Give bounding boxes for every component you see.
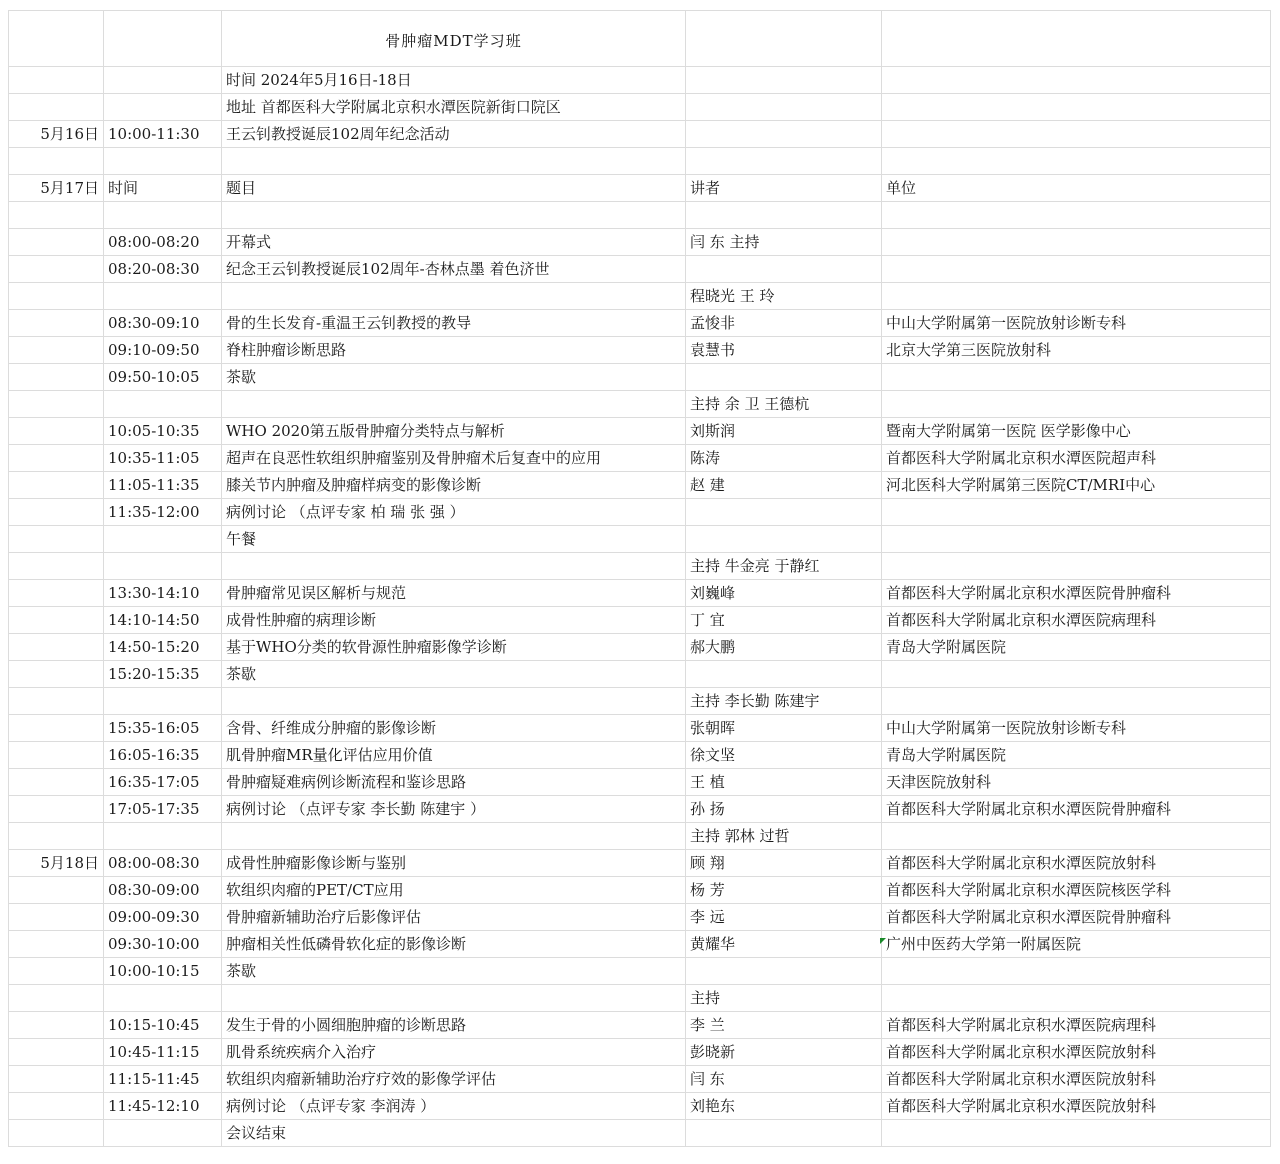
- cell[interactable]: [882, 11, 1271, 67]
- cell[interactable]: [686, 67, 882, 94]
- cell[interactable]: [686, 11, 882, 67]
- table-row: [9, 148, 1271, 175]
- speaker-cell[interactable]: 郝大鹏: [686, 634, 882, 661]
- topic-cell[interactable]: 骨肿瘤疑难病例诊断流程和鉴诊思路: [222, 769, 686, 796]
- time-cell[interactable]: 11:35-12:00: [104, 499, 222, 526]
- date-cell[interactable]: [9, 418, 104, 445]
- date-cell[interactable]: [9, 364, 104, 391]
- date-cell[interactable]: [9, 877, 104, 904]
- speaker-cell[interactable]: 黄耀华: [686, 931, 882, 958]
- table-row: [9, 526, 1271, 553]
- topic-cell[interactable]: 膝关节内肿瘤及肿瘤样病变的影像诊断: [222, 472, 686, 499]
- unit-cell[interactable]: [882, 526, 1271, 553]
- date-cell[interactable]: [9, 202, 104, 229]
- table-row: [9, 1120, 1271, 1147]
- topic-cell[interactable]: 骨肿瘤新辅助治疗后影像评估: [222, 904, 686, 931]
- cell[interactable]: [686, 94, 882, 121]
- time-cell[interactable]: 10:35-11:05: [104, 445, 222, 472]
- topic-cell[interactable]: 病例讨论 （点评专家 柏 瑞 张 强 ）: [222, 499, 686, 526]
- time-cell[interactable]: [104, 283, 222, 310]
- date-cell[interactable]: [9, 283, 104, 310]
- topic-cell[interactable]: 成骨性肿瘤影像诊断与鉴别: [222, 850, 686, 877]
- event-address-cell[interactable]: 地址 首都医科大学附属北京积水潭医院新街口院区: [222, 94, 686, 121]
- date-cell[interactable]: [9, 472, 104, 499]
- cell[interactable]: [9, 11, 104, 67]
- table-row: [9, 580, 1271, 607]
- date-cell[interactable]: [9, 985, 104, 1012]
- date-cell[interactable]: [9, 634, 104, 661]
- time-cell[interactable]: 08:00-08:30: [104, 850, 222, 877]
- time-cell[interactable]: 11:05-11:35: [104, 472, 222, 499]
- topic-cell[interactable]: WHO 2020第五版骨肿瘤分类特点与解析: [222, 418, 686, 445]
- unit-cell[interactable]: [882, 823, 1271, 850]
- table-row: [9, 931, 1271, 958]
- table-row: [9, 553, 1271, 580]
- date-cell[interactable]: [9, 229, 104, 256]
- topic-cell[interactable]: 软组织肉瘤新辅助治疗疗效的影像学评估: [222, 1066, 686, 1093]
- speaker-cell[interactable]: 主持: [686, 985, 882, 1012]
- time-cell[interactable]: [104, 391, 222, 418]
- date-cell[interactable]: [9, 1039, 104, 1066]
- schedule-sheet: [8, 10, 1270, 1156]
- time-cell[interactable]: 13:30-14:10: [104, 580, 222, 607]
- time-cell[interactable]: [104, 148, 222, 175]
- unit-cell[interactable]: 首都医科大学附属北京积水潭医院骨肿瘤科: [882, 580, 1271, 607]
- unit-cell[interactable]: [882, 553, 1271, 580]
- unit-cell[interactable]: 北京大学第三医院放射科: [882, 337, 1271, 364]
- unit-cell[interactable]: [882, 985, 1271, 1012]
- date-cell[interactable]: [9, 661, 104, 688]
- topic-cell[interactable]: 题目: [222, 175, 686, 202]
- date-cell[interactable]: [9, 580, 104, 607]
- speaker-cell[interactable]: [686, 202, 882, 229]
- speaker-cell[interactable]: 李 远: [686, 904, 882, 931]
- time-cell[interactable]: 08:20-08:30: [104, 256, 222, 283]
- topic-cell[interactable]: 超声在良恶性软组织肿瘤鉴别及骨肿瘤术后复查中的应用: [222, 445, 686, 472]
- speaker-cell[interactable]: 顾 翔: [686, 850, 882, 877]
- time-cell[interactable]: 16:35-17:05: [104, 769, 222, 796]
- table-row: [9, 850, 1271, 877]
- topic-cell[interactable]: [222, 553, 686, 580]
- table-row: [9, 1012, 1271, 1039]
- topic-cell[interactable]: 成骨性肿瘤的病理诊断: [222, 607, 686, 634]
- table-row: [9, 715, 1271, 742]
- time-cell[interactable]: 15:35-16:05: [104, 715, 222, 742]
- table-row: [9, 175, 1271, 202]
- table-row: [9, 904, 1271, 931]
- speaker-cell[interactable]: 主持 牛金亮 于静红: [686, 553, 882, 580]
- time-cell[interactable]: 11:15-11:45: [104, 1066, 222, 1093]
- speaker-cell[interactable]: 袁慧书: [686, 337, 882, 364]
- speaker-cell[interactable]: [686, 526, 882, 553]
- speaker-cell[interactable]: 闫 东 主持: [686, 229, 882, 256]
- date-cell[interactable]: [9, 688, 104, 715]
- speaker-cell[interactable]: [686, 256, 882, 283]
- unit-cell[interactable]: [882, 499, 1271, 526]
- speaker-cell[interactable]: 徐文坚: [686, 742, 882, 769]
- unit-cell[interactable]: 中山大学附属第一医院放射诊断专科: [882, 310, 1271, 337]
- speaker-cell[interactable]: 李 兰: [686, 1012, 882, 1039]
- date-cell[interactable]: [9, 256, 104, 283]
- info-row: [9, 67, 1271, 94]
- speaker-cell[interactable]: 赵 建: [686, 472, 882, 499]
- table-row: [9, 337, 1271, 364]
- topic-cell[interactable]: 基于WHO分类的软骨源性肿瘤影像学诊断: [222, 634, 686, 661]
- time-cell[interactable]: 09:10-09:50: [104, 337, 222, 364]
- date-cell[interactable]: [9, 769, 104, 796]
- unit-cell[interactable]: 首都医科大学附属北京积水潭医院病理科: [882, 1012, 1271, 1039]
- time-cell[interactable]: 09:00-09:30: [104, 904, 222, 931]
- speaker-cell[interactable]: 孟悛非: [686, 310, 882, 337]
- date-cell[interactable]: [9, 310, 104, 337]
- speaker-cell[interactable]: 刘斯润: [686, 418, 882, 445]
- date-cell[interactable]: [9, 823, 104, 850]
- table-row: [9, 958, 1271, 985]
- date-cell[interactable]: [9, 958, 104, 985]
- table-row: [9, 445, 1271, 472]
- event-time-cell[interactable]: 时间 2024年5月16日-18日: [222, 67, 686, 94]
- speaker-cell[interactable]: 闫 东: [686, 1066, 882, 1093]
- date-cell[interactable]: [9, 499, 104, 526]
- date-cell[interactable]: [9, 715, 104, 742]
- unit-cell[interactable]: [882, 229, 1271, 256]
- topic-cell[interactable]: 软组织肉瘤的PET/CT应用: [222, 877, 686, 904]
- unit-cell[interactable]: 天津医院放射科: [882, 769, 1271, 796]
- speaker-cell[interactable]: 主持 李长勤 陈建宇: [686, 688, 882, 715]
- time-cell[interactable]: 10:00-11:30: [104, 121, 222, 148]
- comment-indicator-icon: [880, 938, 886, 944]
- cell[interactable]: [104, 11, 222, 67]
- speaker-cell[interactable]: 丁 宜: [686, 607, 882, 634]
- unit-cell[interactable]: 首都医科大学附属北京积水潭医院骨肿瘤科: [882, 904, 1271, 931]
- speaker-cell[interactable]: [686, 364, 882, 391]
- time-cell[interactable]: 10:15-10:45: [104, 1012, 222, 1039]
- date-cell[interactable]: 5月17日: [9, 175, 104, 202]
- unit-cell[interactable]: 中山大学附属第一医院放射诊断专科: [882, 715, 1271, 742]
- topic-cell[interactable]: 病例讨论 （点评专家 李长勤 陈建宇 ）: [222, 796, 686, 823]
- date-cell[interactable]: [9, 445, 104, 472]
- title-row: [9, 11, 1271, 67]
- topic-cell[interactable]: 含骨、纤维成分肿瘤的影像诊断: [222, 715, 686, 742]
- speaker-cell[interactable]: 彭晓新: [686, 1039, 882, 1066]
- topic-cell[interactable]: 病例讨论 （点评专家 李润涛 ）: [222, 1093, 686, 1120]
- unit-cell[interactable]: [882, 256, 1271, 283]
- topic-cell[interactable]: [222, 985, 686, 1012]
- time-cell[interactable]: [104, 688, 222, 715]
- table-row: [9, 499, 1271, 526]
- cell[interactable]: [104, 67, 222, 94]
- table-row: [9, 310, 1271, 337]
- unit-cell[interactable]: 单位: [882, 175, 1271, 202]
- speaker-cell[interactable]: 张朝晖: [686, 715, 882, 742]
- unit-cell[interactable]: [882, 661, 1271, 688]
- speaker-cell[interactable]: 刘巍峰: [686, 580, 882, 607]
- unit-cell[interactable]: 青岛大学附属医院: [882, 634, 1271, 661]
- time-cell[interactable]: 08:30-09:10: [104, 310, 222, 337]
- cell[interactable]: [882, 94, 1271, 121]
- unit-cell[interactable]: 首都医科大学附属北京积水潭医院核医学科: [882, 877, 1271, 904]
- unit-cell[interactable]: [882, 283, 1271, 310]
- page-title-cell[interactable]: [222, 11, 686, 67]
- cell[interactable]: [104, 94, 222, 121]
- table-row: [9, 202, 1271, 229]
- topic-cell[interactable]: [222, 391, 686, 418]
- speaker-cell[interactable]: [686, 661, 882, 688]
- cell[interactable]: [9, 94, 104, 121]
- topic-cell[interactable]: 茶歇: [222, 958, 686, 985]
- time-cell[interactable]: [104, 202, 222, 229]
- table-row: [9, 796, 1271, 823]
- time-cell[interactable]: [104, 553, 222, 580]
- unit-cell[interactable]: 河北医科大学附属第三医院CT/MRI中心: [882, 472, 1271, 499]
- table-row: [9, 256, 1271, 283]
- topic-cell[interactable]: [222, 283, 686, 310]
- topic-cell[interactable]: 王云钊教授诞辰102周年纪念活动: [222, 121, 686, 148]
- table-row: [9, 688, 1271, 715]
- topic-cell[interactable]: [222, 823, 686, 850]
- speaker-cell[interactable]: 王 植: [686, 769, 882, 796]
- speaker-cell[interactable]: 主持 余 卫 王德杭: [686, 391, 882, 418]
- topic-cell[interactable]: [222, 202, 686, 229]
- topic-cell[interactable]: 脊柱肿瘤诊断思路: [222, 337, 686, 364]
- table-row: [9, 391, 1271, 418]
- time-cell[interactable]: [104, 823, 222, 850]
- time-cell[interactable]: [104, 1120, 222, 1147]
- time-cell[interactable]: [104, 526, 222, 553]
- info-row: [9, 94, 1271, 121]
- speaker-cell[interactable]: [686, 1120, 882, 1147]
- time-cell[interactable]: 15:20-15:35: [104, 661, 222, 688]
- table-row: [9, 1039, 1271, 1066]
- speaker-cell[interactable]: 主持 郭林 过哲: [686, 823, 882, 850]
- table-row: [9, 1093, 1271, 1120]
- schedule-table: [8, 10, 1271, 1147]
- unit-cell[interactable]: [882, 391, 1271, 418]
- date-cell[interactable]: [9, 607, 104, 634]
- time-cell[interactable]: 时间: [104, 175, 222, 202]
- unit-cell[interactable]: 首都医科大学附属北京积水潭医院病理科: [882, 607, 1271, 634]
- page-title: 骨肿瘤MDT学习班: [385, 31, 522, 50]
- time-cell[interactable]: 14:10-14:50: [104, 607, 222, 634]
- table-row: [9, 823, 1271, 850]
- topic-cell[interactable]: 纪念王云钊教授诞辰102周年-杏林点墨 着色济世: [222, 256, 686, 283]
- unit-cell[interactable]: 首都医科大学附属北京积水潭医院放射科: [882, 1039, 1271, 1066]
- unit-cell[interactable]: [882, 958, 1271, 985]
- date-cell[interactable]: [9, 553, 104, 580]
- date-cell[interactable]: 5月16日: [9, 121, 104, 148]
- unit-cell[interactable]: [882, 148, 1271, 175]
- time-cell[interactable]: 10:05-10:35: [104, 418, 222, 445]
- table-row: [9, 283, 1271, 310]
- time-cell[interactable]: 16:05-16:35: [104, 742, 222, 769]
- topic-cell[interactable]: 茶歇: [222, 364, 686, 391]
- topic-cell[interactable]: 午餐: [222, 526, 686, 553]
- date-cell[interactable]: [9, 391, 104, 418]
- topic-cell[interactable]: 肌骨肿瘤MR量化评估应用价值: [222, 742, 686, 769]
- time-cell[interactable]: 10:00-10:15: [104, 958, 222, 985]
- unit-cell[interactable]: 广州中医药大学第一附属医院: [882, 931, 1271, 958]
- unit-cell[interactable]: [882, 121, 1271, 148]
- speaker-cell[interactable]: 杨 芳: [686, 877, 882, 904]
- table-row: [9, 769, 1271, 796]
- speaker-cell[interactable]: 孙 扬: [686, 796, 882, 823]
- unit-cell[interactable]: [882, 688, 1271, 715]
- time-cell[interactable]: 09:30-10:00: [104, 931, 222, 958]
- topic-cell[interactable]: 发生于骨的小圆细胞肿瘤的诊断思路: [222, 1012, 686, 1039]
- speaker-cell[interactable]: [686, 148, 882, 175]
- topic-cell[interactable]: 茶歇: [222, 661, 686, 688]
- date-cell[interactable]: [9, 1012, 104, 1039]
- date-cell[interactable]: [9, 148, 104, 175]
- time-cell[interactable]: 08:00-08:20: [104, 229, 222, 256]
- unit-cell[interactable]: 首都医科大学附属北京积水潭医院骨肿瘤科: [882, 796, 1271, 823]
- unit-cell[interactable]: [882, 202, 1271, 229]
- table-row: [9, 1066, 1271, 1093]
- table-row: [9, 877, 1271, 904]
- topic-cell[interactable]: 肿瘤相关性低磷骨软化症的影像诊断: [222, 931, 686, 958]
- date-cell[interactable]: 5月18日: [9, 850, 104, 877]
- topic-cell[interactable]: 骨的生长发育-重温王云钊教授的教导: [222, 310, 686, 337]
- unit-cell[interactable]: [882, 1120, 1271, 1147]
- date-cell[interactable]: [9, 1120, 104, 1147]
- speaker-cell[interactable]: 刘艳东: [686, 1093, 882, 1120]
- time-cell[interactable]: [104, 985, 222, 1012]
- table-row: [9, 121, 1271, 148]
- unit-cell[interactable]: [882, 364, 1271, 391]
- table-row: [9, 607, 1271, 634]
- unit-cell[interactable]: 青岛大学附属医院: [882, 742, 1271, 769]
- table-row: [9, 661, 1271, 688]
- speaker-cell[interactable]: 陈涛: [686, 445, 882, 472]
- date-cell[interactable]: [9, 526, 104, 553]
- topic-cell[interactable]: 骨肿瘤常见误区解析与规范: [222, 580, 686, 607]
- date-cell[interactable]: [9, 931, 104, 958]
- time-cell[interactable]: 09:50-10:05: [104, 364, 222, 391]
- topic-cell[interactable]: [222, 688, 686, 715]
- unit-cell[interactable]: 首都医科大学附属北京积水潭医院放射科: [882, 1093, 1271, 1120]
- topic-cell[interactable]: 会议结束: [222, 1120, 686, 1147]
- table-row: [9, 229, 1271, 256]
- speaker-cell[interactable]: [686, 121, 882, 148]
- time-cell[interactable]: 17:05-17:35: [104, 796, 222, 823]
- speaker-cell[interactable]: 程晓光 王 玲: [686, 283, 882, 310]
- speaker-cell[interactable]: [686, 958, 882, 985]
- topic-cell[interactable]: 肌骨系统疾病介入治疗: [222, 1039, 686, 1066]
- table-row: [9, 472, 1271, 499]
- date-cell[interactable]: [9, 1066, 104, 1093]
- date-cell[interactable]: [9, 796, 104, 823]
- topic-cell[interactable]: [222, 148, 686, 175]
- speaker-cell[interactable]: [686, 499, 882, 526]
- table-row: [9, 742, 1271, 769]
- time-cell[interactable]: 11:45-12:10: [104, 1093, 222, 1120]
- topic-cell[interactable]: 开幕式: [222, 229, 686, 256]
- cell[interactable]: [882, 67, 1271, 94]
- time-cell[interactable]: 08:30-09:00: [104, 877, 222, 904]
- unit-cell[interactable]: 首都医科大学附属北京积水潭医院放射科: [882, 1066, 1271, 1093]
- unit-cell[interactable]: 暨南大学附属第一医院 医学影像中心: [882, 418, 1271, 445]
- table-row: [9, 985, 1271, 1012]
- unit-cell[interactable]: 首都医科大学附属北京积水潭医院放射科: [882, 850, 1271, 877]
- table-row: [9, 418, 1271, 445]
- cell[interactable]: [9, 67, 104, 94]
- table-row: [9, 364, 1271, 391]
- time-cell[interactable]: 10:45-11:15: [104, 1039, 222, 1066]
- date-cell[interactable]: [9, 742, 104, 769]
- time-cell[interactable]: 14:50-15:20: [104, 634, 222, 661]
- date-cell[interactable]: [9, 337, 104, 364]
- table-row: [9, 634, 1271, 661]
- date-cell[interactable]: [9, 904, 104, 931]
- speaker-cell[interactable]: 讲者: [686, 175, 882, 202]
- unit-cell[interactable]: 首都医科大学附属北京积水潭医院超声科: [882, 445, 1271, 472]
- date-cell[interactable]: [9, 1093, 104, 1120]
